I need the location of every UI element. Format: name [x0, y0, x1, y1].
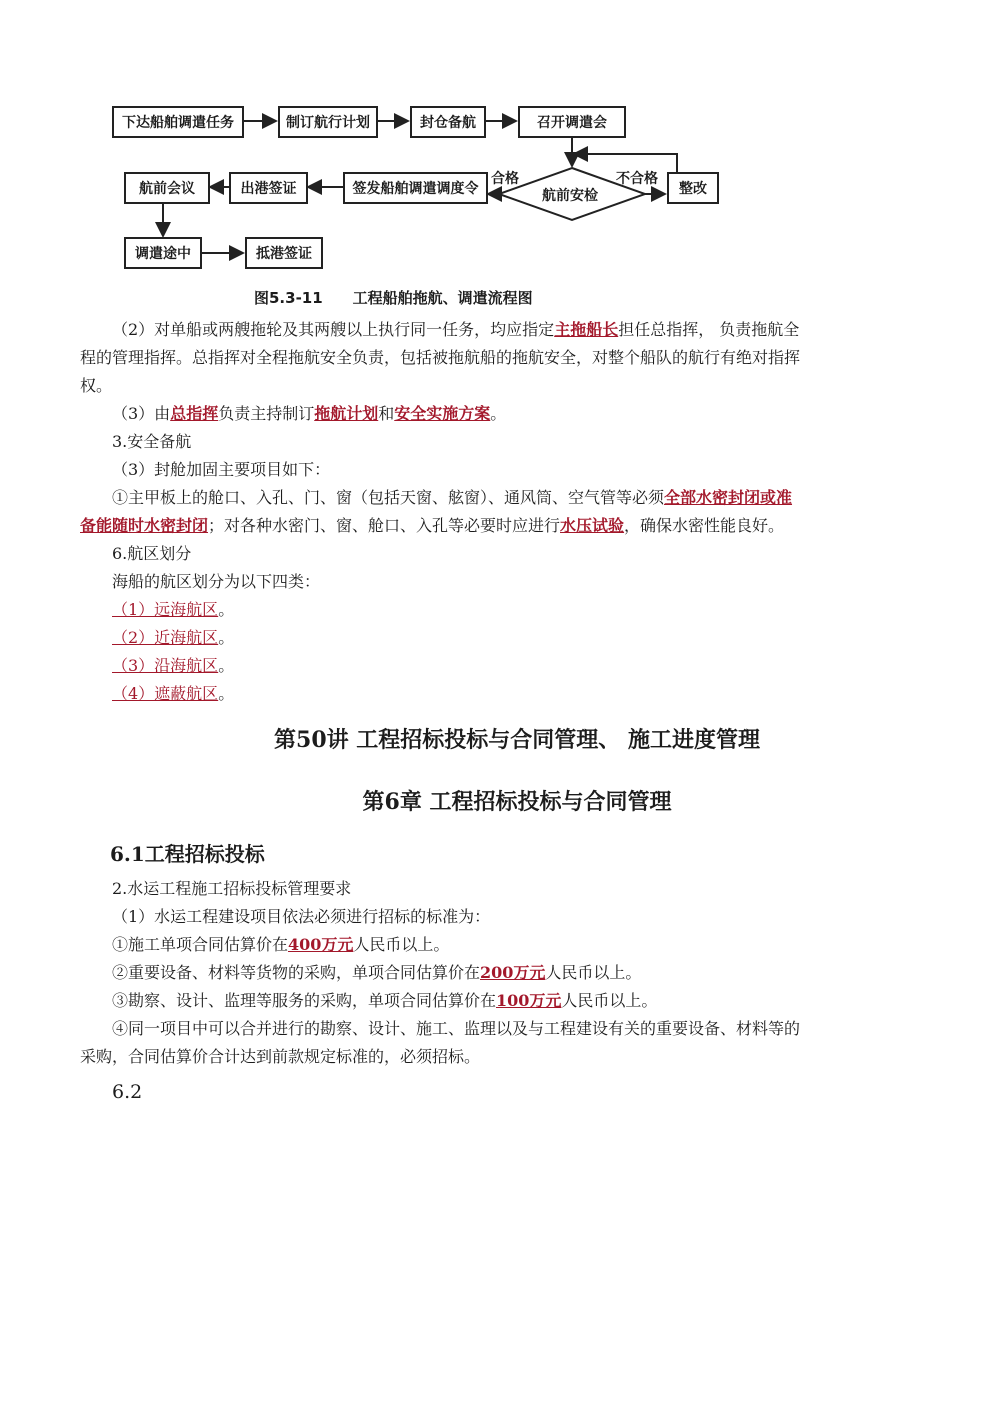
text: 。 — [218, 600, 235, 619]
highlight-text: 水压试验 — [560, 516, 625, 535]
paragraph-line: 海船的航区划分为以下四类： — [112, 572, 321, 591]
text: ①主甲板上的舱口、入孔、门、窗（包括天窗、舷窗）、通风筒、空气管等必须 — [112, 488, 665, 507]
highlight-text: 拖航计划 — [314, 404, 379, 423]
flow-node-arrival-visa: 抵港签证 — [245, 237, 323, 269]
highlight-text: 100万元 — [496, 991, 562, 1010]
text: 人民币以上。 — [353, 935, 450, 954]
flow-node-en-route: 调遣途中 — [124, 237, 202, 269]
text: 和 — [378, 404, 395, 423]
text: 。 — [218, 684, 235, 703]
highlight-text: 400万元 — [288, 935, 354, 954]
chapter-heading: 第6章 工程招标投标与合同管理 — [362, 789, 672, 815]
text: 。 — [218, 628, 235, 647]
paragraph-line: （3）封舱加固主要项目如下： — [112, 460, 331, 479]
highlight-text: 主拖船长 — [554, 320, 619, 339]
text: ；对各种水密门、窗、舱口、入孔等必要时应进行 — [208, 516, 561, 535]
paragraph-line — [80, 512, 925, 540]
text: 负责主持制订 — [218, 404, 315, 423]
paragraph-line: 权。 — [80, 376, 113, 395]
text: 人民币以上。 — [561, 991, 658, 1010]
lecture-heading: 第50讲 工程招标投标与合同管理、 施工进度管理 — [274, 727, 760, 753]
paragraph-line — [112, 400, 957, 428]
flow-node-pre-voyage-meeting: 航前会议 — [124, 172, 210, 204]
flow-node-seal: 封仓备航 — [410, 106, 486, 138]
text: （2）对单船或两艘拖轮及其两艘以上执行同一任务，均应指定 — [112, 320, 555, 339]
paragraph-line — [112, 931, 957, 959]
text: （3）由 — [112, 404, 171, 423]
flowchart — [100, 96, 740, 276]
highlight-text: （1）远海航区 — [112, 600, 219, 619]
text: ，确保水密性能良好。 — [624, 516, 785, 535]
text: 担任总指挥， 负责拖航全 — [618, 320, 800, 339]
paragraph-line — [112, 484, 957, 512]
highlight-text: 全部水密封闭或准 — [664, 488, 793, 507]
text: 。 — [218, 656, 235, 675]
paragraph-line: 2.水运工程施工招标投标管理要求 — [112, 879, 352, 898]
paragraph-line — [112, 959, 957, 987]
flow-node-rectify: 整改 — [667, 172, 719, 204]
paragraph-line — [112, 987, 957, 1015]
flow-node-plan: 制订航行计划 — [278, 106, 378, 138]
paragraph-line: 程的管理指挥。总指挥对全程拖航安全负责，包括被拖航船的拖航安全，对整个船队的航行有绝对指挥 — [80, 348, 801, 367]
list-item — [112, 652, 957, 680]
paragraph-line: 6.航区划分 — [112, 544, 192, 563]
flow-label-pass: 合格 — [491, 171, 519, 187]
flow-node-meeting: 召开调遣会 — [518, 106, 626, 138]
text: ③勘察、设计、监理等服务的采购，单项合同估算价在 — [112, 991, 497, 1010]
paragraph-line: 3.安全备航 — [112, 432, 192, 451]
paragraph-line — [112, 316, 957, 344]
flow-label-fail: 不合格 — [616, 171, 658, 187]
list-item — [112, 596, 957, 624]
paragraph-line: （1）水运工程建设项目依法必须进行招标的标准为： — [112, 907, 491, 926]
paragraph-line: 采购，合同估算价合计达到前款规定标准的，必须招标。 — [80, 1047, 481, 1066]
flow-node-issue-task: 下达船舶调遣任务 — [112, 106, 244, 138]
highlight-text: 安全实施方案 — [394, 404, 491, 423]
list-item — [112, 624, 957, 652]
highlight-text: （2）近海航区 — [112, 628, 219, 647]
text: ②重要设备、材料等货物的采购，单项合同估算价在 — [112, 963, 481, 982]
text: 人民币以上。 — [545, 963, 642, 982]
flow-node-inspection: 航前安检 — [542, 188, 598, 204]
text: ①施工单项合同估算价在 — [112, 935, 289, 954]
highlight-text: 备能随时水密封闭 — [80, 516, 209, 535]
highlight-text: 200万元 — [480, 963, 546, 982]
flow-node-exit-visa: 出港签证 — [229, 172, 308, 204]
highlight-text: （4）遮蔽航区 — [112, 684, 219, 703]
paragraph-line: ④同一项目中可以合并进行的勘察、设计、施工、监理以及与工程建设有关的重要设备、材料等的 — [112, 1019, 801, 1038]
text: 。 — [490, 404, 507, 423]
highlight-text: 总指挥 — [170, 404, 219, 423]
figure-caption: 图5.3-11 工程船舶拖航、调遣流程图 — [254, 289, 533, 307]
flow-node-dispatch-order: 签发船舶调遣调度令 — [343, 172, 488, 204]
list-item — [112, 680, 957, 708]
next-section-number: 6.2 — [112, 1081, 143, 1103]
highlight-text: （3）沿海航区 — [112, 656, 219, 675]
section-heading: 6.1工程招标投标 — [110, 842, 265, 866]
